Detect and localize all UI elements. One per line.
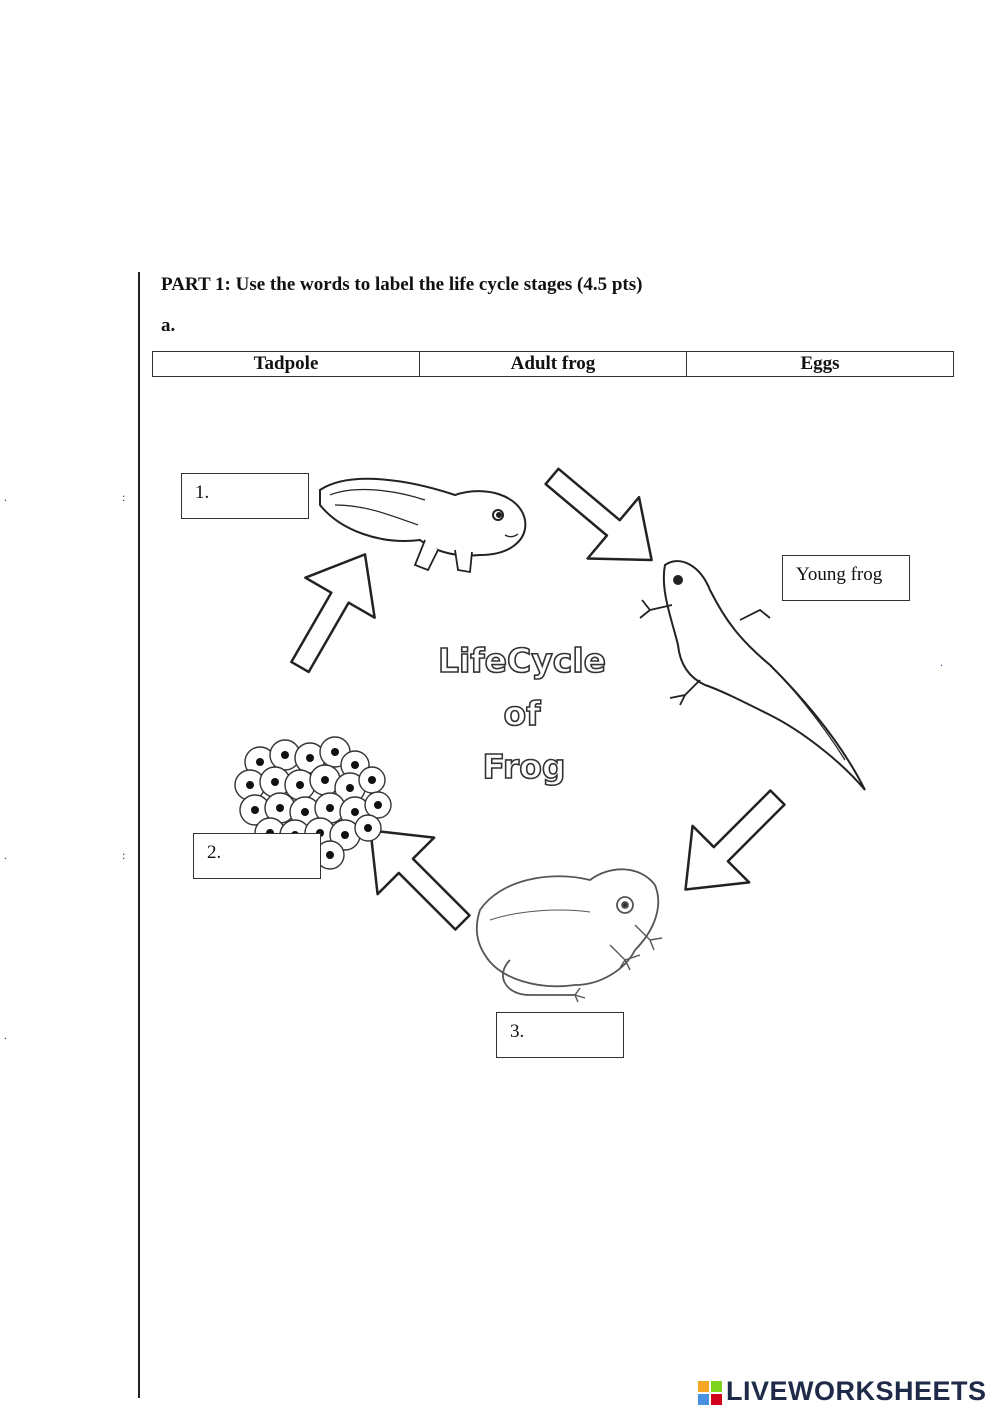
diagram-center-title [438,641,606,786]
brand-name: LIVEWORKSHEETS [726,1376,987,1406]
answer-box-label: 2. [207,842,222,863]
young-frog-label-box [782,555,910,601]
margin-mark: . [4,848,7,862]
answer-box-2[interactable] [193,833,321,879]
margin-mark: . [4,490,7,504]
margin-mark: : [122,490,126,504]
margin-mark: . [940,655,943,669]
answer-box-label: 1. [195,482,210,503]
answer-box-1[interactable] [181,473,309,519]
center-title-line: of [503,694,541,733]
sub-label: a. [161,315,176,336]
adult-frog-icon [477,869,662,1002]
margin-mark: : [122,848,126,862]
answer-box-label: 3. [510,1021,525,1042]
answer-box-label: Young frog [796,564,883,585]
arrow-icon [657,769,805,917]
part-heading: PART 1: Use the words to label the life cycle stages (4.5 pts) [161,274,643,295]
liveworksheets-logo-icon [698,1381,722,1405]
word-bank-item: Tadpole [153,352,420,377]
word-bank-item: Eggs [687,352,954,377]
arrow-icon [265,534,399,687]
life-cycle-diagram [180,440,900,1080]
word-bank-table [152,351,954,377]
margin-mark: . [4,1028,7,1042]
center-title-line: Frog [482,747,566,786]
arrow-icon [526,446,677,591]
word-bank-item: Adult frog [420,352,687,377]
left-margin-line [138,272,140,1398]
tadpole-icon [320,479,525,572]
center-title-line: LifeCycle [437,641,607,680]
answer-box-3[interactable] [496,1012,624,1058]
